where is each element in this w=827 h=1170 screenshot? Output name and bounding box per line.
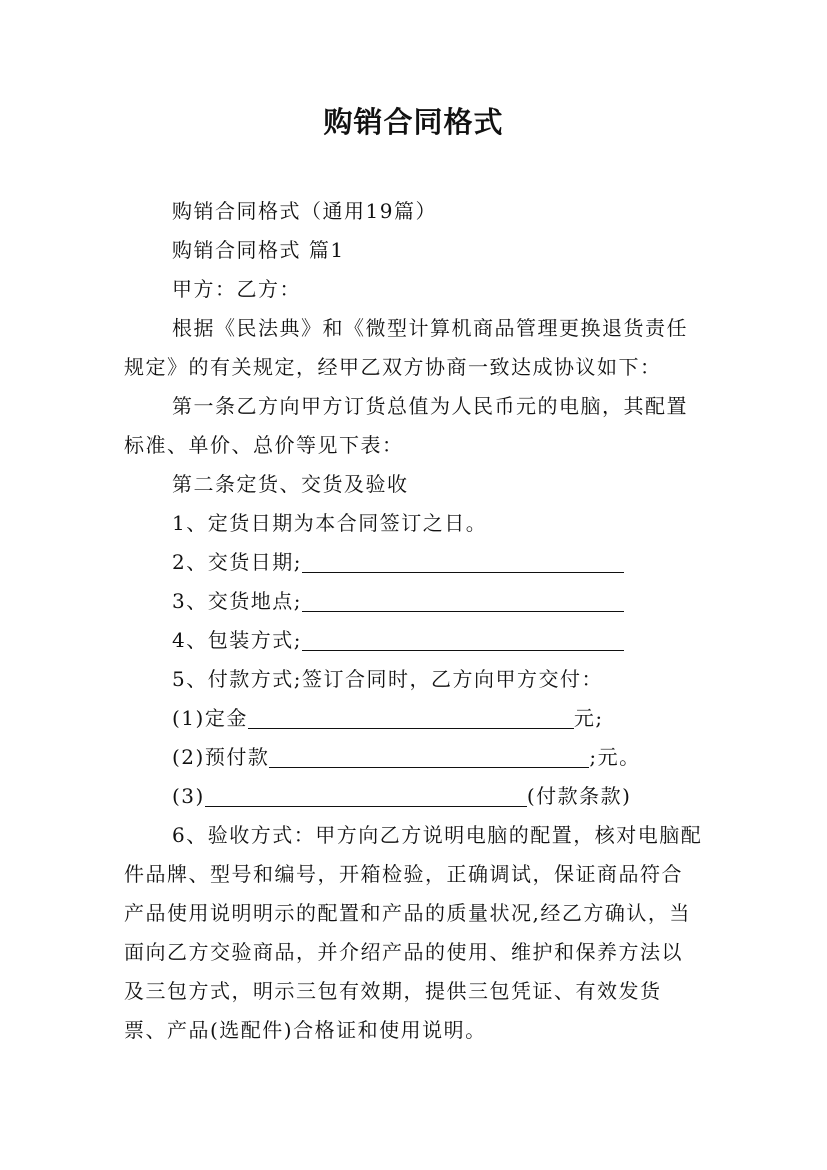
paragraph-payment-method: 5、付款方式;签订合同时，乙方向甲方交付： [172,667,603,691]
paragraph-heading-collection: 购销合同格式（通用19篇） [172,199,437,223]
paragraph-packaging [124,621,704,660]
delivery-location-blank[interactable] [302,591,624,612]
packaging-blank[interactable] [302,630,624,651]
deposit-label: (1)定金 [172,706,248,730]
paragraph-article-1: 第一条乙方向甲方订货总值为人民币元的电脑，其配置标准、单价、总价等见下表： [124,394,688,457]
document-title: 购销合同格式 [323,105,504,139]
prepayment-suffix: ;元。 [589,745,641,769]
paragraph-order-date: 1、定货日期为本合同签订之日。 [172,511,488,535]
paragraph-delivery-date [124,543,704,582]
paragraph-acceptance: 6、验收方式：甲方向乙方说明电脑的配置，核对电脑配件品牌、型号和编号，开箱检验，正确调试，保证商品符合产品使用说明明示的配置和产品的质量状况,经乙方确认，当面向乙方交验商品，并介绍产品的使用、维护和保养方法以及三包方式，明示三包有效期，提供三包凭证、有效发货票、产品(选配件)合格证和使用说明。 [124,823,703,1042]
document-body [124,192,704,1050]
paragraph-basis: 根据《民法典》和《微型计算机商品管理更换退货责任规定》的有关规定，经甲乙双方协商一致达成协议如下： [124,316,688,379]
paragraph-deposit [124,699,704,738]
paragraph-article-2: 第二条定货、交货及验收 [172,472,409,496]
prepayment-label: (2)预付款 [172,745,270,769]
paragraph-prepayment [124,738,704,777]
paragraph-heading-article: 购销合同格式 篇1 [172,238,345,262]
packaging-label: 4、包装方式; [172,628,302,652]
delivery-location-label: 3、交货地点; [172,589,302,613]
paragraph-parties: 甲方：乙方： [172,277,301,301]
payment-terms-label: (3) [172,784,205,808]
payment-terms-blank[interactable] [205,786,527,807]
prepayment-blank[interactable] [269,747,589,768]
delivery-date-blank[interactable] [302,552,624,573]
deposit-blank[interactable] [248,708,574,729]
delivery-date-label: 2、交货日期; [172,550,302,574]
paragraph-delivery-location [124,582,704,621]
payment-terms-suffix: (付款条款) [526,784,632,808]
paragraph-payment-terms [124,777,704,816]
deposit-suffix: 元; [573,706,604,730]
